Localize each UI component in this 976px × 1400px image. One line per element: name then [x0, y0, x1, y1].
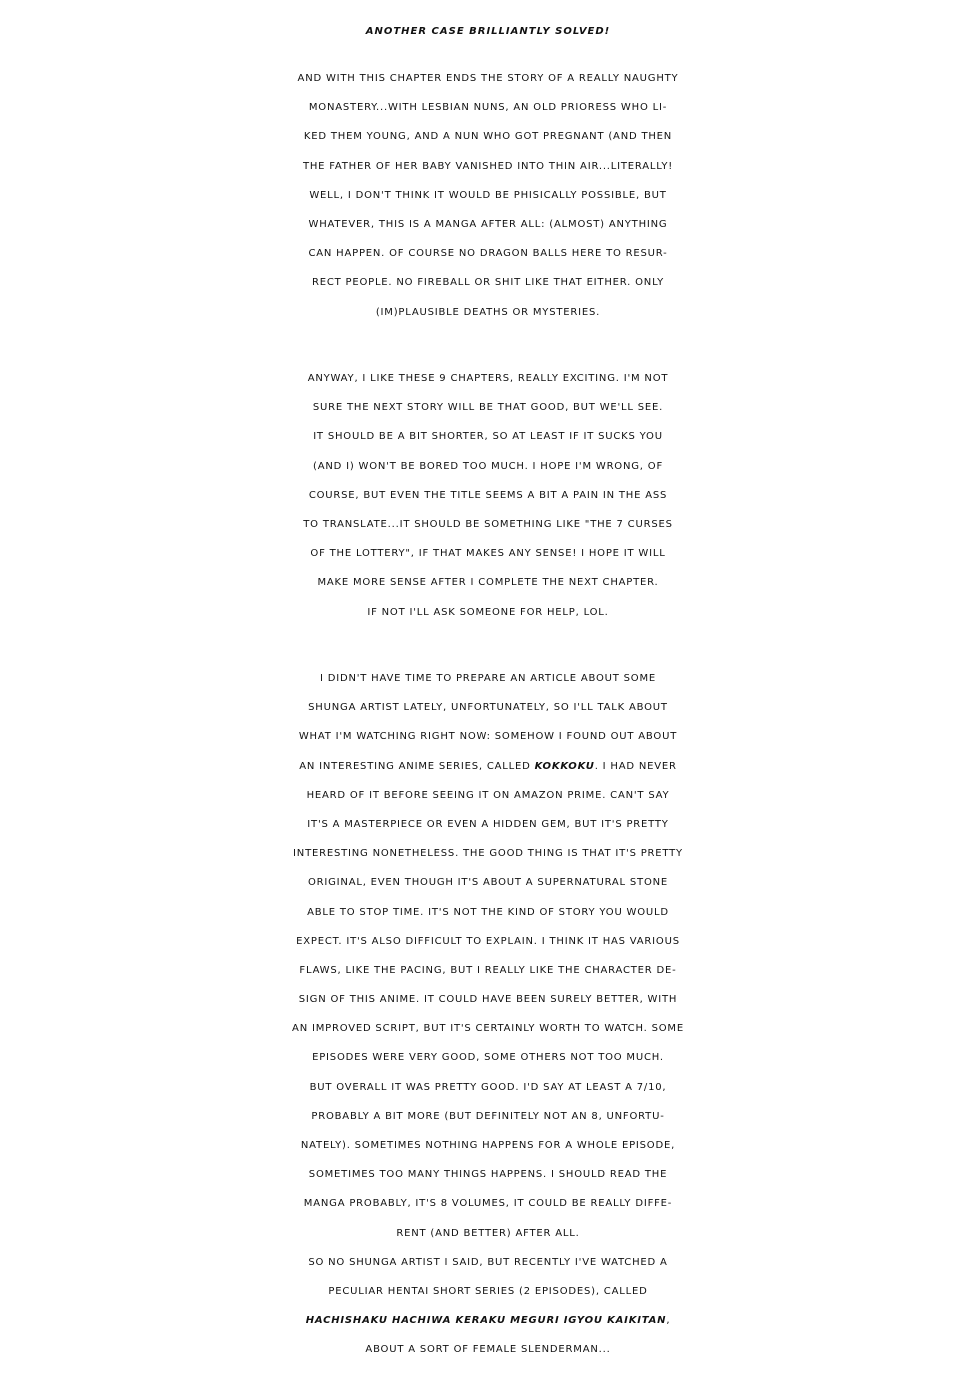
text-line: MANGA PROBABLY, IT'S 8 VOLUMES, IT COULD BE REALLY DIFFE-	[303, 1198, 673, 1210]
text-line: IT'S A MASTERPIECE OR EVEN A HIDDEN GEM, BUT IT'S PRETTY	[307, 818, 669, 830]
text-line: CAN HAPPEN. OF COURSE NO DRAGON BALLS HERE TO RESUR-	[308, 248, 668, 260]
text-line: MAKE MORE SENSE AFTER I COMPLETE THE NEXT CHAPTER.	[317, 577, 659, 589]
text-line: BUT OVERALL IT WAS PRETTY GOOD. I'D SAY AT LEAST A 7/10,	[309, 1081, 667, 1093]
text-line: ORIGINAL, EVEN THOUGH IT'S ABOUT A SUPERNATURAL STONE	[307, 877, 669, 889]
text-line: SURE THE NEXT STORY WILL BE THAT GOOD, BUT WE'LL SEE.	[312, 402, 664, 414]
text-line: INTERESTING NONETHELESS. THE GOOD THING IS THAT IT'S PRETTY	[293, 848, 683, 860]
text-segment: AN INTERESTING ANIME SERIES, CALLED	[299, 760, 535, 772]
text-line	[8, 752, 968, 781]
text-line: IF NOT I'LL ASK SOMEONE FOR HELP, LOL.	[367, 606, 609, 618]
text-line: RECT PEOPLE. NO FIREBALL OR SHIT LIKE THAT EITHER. ONLY	[311, 277, 665, 289]
text-line: ANYWAY, I LIKE THESE 9 CHAPTERS, REALLY EXCITING. I'M NOT	[307, 373, 669, 384]
text-line: TO TRANSLATE...IT SHOULD BE SOMETHING LIKE "THE 7 CURSES	[303, 518, 673, 530]
paragraph-chapter-end	[8, 64, 968, 327]
anime-title-hachishaku: HACHISHAKU HACHIWA KERAKU MEGURI IGYOU KAIKITAN	[305, 1315, 667, 1327]
text-line: FLAWS, LIKE THE PACING, BUT I REALLY LIKE THE CHARACTER DE-	[299, 964, 677, 976]
text-line: AN IMPROVED SCRIPT, BUT IT'S CERTAINLY WORTH TO WATCH. SOME	[292, 1023, 684, 1035]
text-line: AND WITH THIS CHAPTER ENDS THE STORY OF A REALLY NAUGHTY	[297, 73, 679, 84]
text-line: ABLE TO STOP TIME. IT'S NOT THE KIND OF STORY YOU WOULD	[307, 906, 669, 918]
text-line: WHATEVER, THIS IS A MANGA AFTER ALL: (ALMOST) ANYTHING	[308, 218, 668, 230]
text-line: PROBABLY A BIT MORE (BUT DEFINITELY NOT AN 8, UNFORTU-	[311, 1110, 665, 1122]
text-line: SOMETIMES TOO MANY THINGS HAPPENS. I SHOULD READ THE	[308, 1169, 668, 1181]
text-line: SIGN OF THIS ANIME. IT COULD HAVE BEEN SURELY BETTER, WITH	[298, 994, 678, 1006]
text-line: ABOUT A SORT OF FEMALE SLENDERMAN...	[365, 1344, 611, 1356]
anime-title-kokkoku: KOKKOKU	[534, 760, 595, 772]
text-line: I DIDN'T HAVE TIME TO PREPARE AN ARTICLE ABOUT SOME	[319, 673, 656, 684]
text-line: OF THE LOTTERY", IF THAT MAKES ANY SENSE! I HOPE IT WILL	[310, 548, 666, 560]
text-line: SO NO SHUNGA ARTIST I SAID, BUT RECENTLY I'VE WATCHED A	[308, 1256, 668, 1268]
text-line: EPISODES WERE VERY GOOD, SOME OTHERS NOT TOO MUCH.	[312, 1052, 664, 1064]
text-line: MONASTERY...WITH LESBIAN NUNS, AN OLD PRIORESS WHO LI-	[308, 102, 668, 114]
text-segment: . I HAD NEVER	[594, 760, 677, 772]
text-line: PECULIAR HENTAI SHORT SERIES (2 EPISODES), CALLED	[328, 1285, 648, 1297]
page-title: ANOTHER CASE BRILLIANTLY SOLVED!	[365, 26, 611, 37]
text-line: THE FATHER OF HER BABY VANISHED INTO THIN AIR...LITERALLY!	[302, 160, 674, 172]
text-line: (AND I) WON'T BE BORED TOO MUCH. I HOPE I'M WRONG, OF	[313, 460, 663, 472]
text-line	[8, 1306, 968, 1335]
text-line: (IM)PLAUSIBLE DEATHS OR MYSTERIES.	[375, 306, 601, 318]
text-line: IT SHOULD BE A BIT SHORTER, SO AT LEAST IF IT SUCKS YOU	[313, 431, 663, 443]
text-line: NATELY). SOMETIMES NOTHING HAPPENS FOR A WHOLE EPISODE,	[300, 1140, 676, 1151]
text-line: RENT (AND BETTER) AFTER ALL.	[396, 1227, 580, 1239]
text-segment: ,	[666, 1315, 671, 1327]
text-line: EXPECT. IT'S ALSO DIFFICULT TO EXPLAIN. I THINK IT HAS VARIOUS	[296, 935, 680, 947]
paragraph-next-story	[8, 364, 968, 627]
paragraph-anime-review	[8, 664, 968, 1365]
text-line: WHAT I'M WATCHING RIGHT NOW: SOMEHOW I FOUND OUT ABOUT	[298, 731, 678, 743]
text-line: WELL, I DON'T THINK IT WOULD BE PHISICALLY POSSIBLE, BUT	[309, 189, 667, 201]
text-line: KED THEM YOUNG, AND A NUN WHO GOT PREGNANT (AND THEN	[303, 131, 673, 143]
text-line: COURSE, BUT EVEN THE TITLE SEEMS A BIT A PAIN IN THE ASS	[308, 489, 668, 501]
text-line: HEARD OF IT BEFORE SEEING IT ON AMAZON PRIME. CAN'T SAY	[306, 789, 670, 801]
text-line: SHUNGA ARTIST LATELY, UNFORTUNATELY, SO I'LL TALK ABOUT	[308, 702, 668, 714]
